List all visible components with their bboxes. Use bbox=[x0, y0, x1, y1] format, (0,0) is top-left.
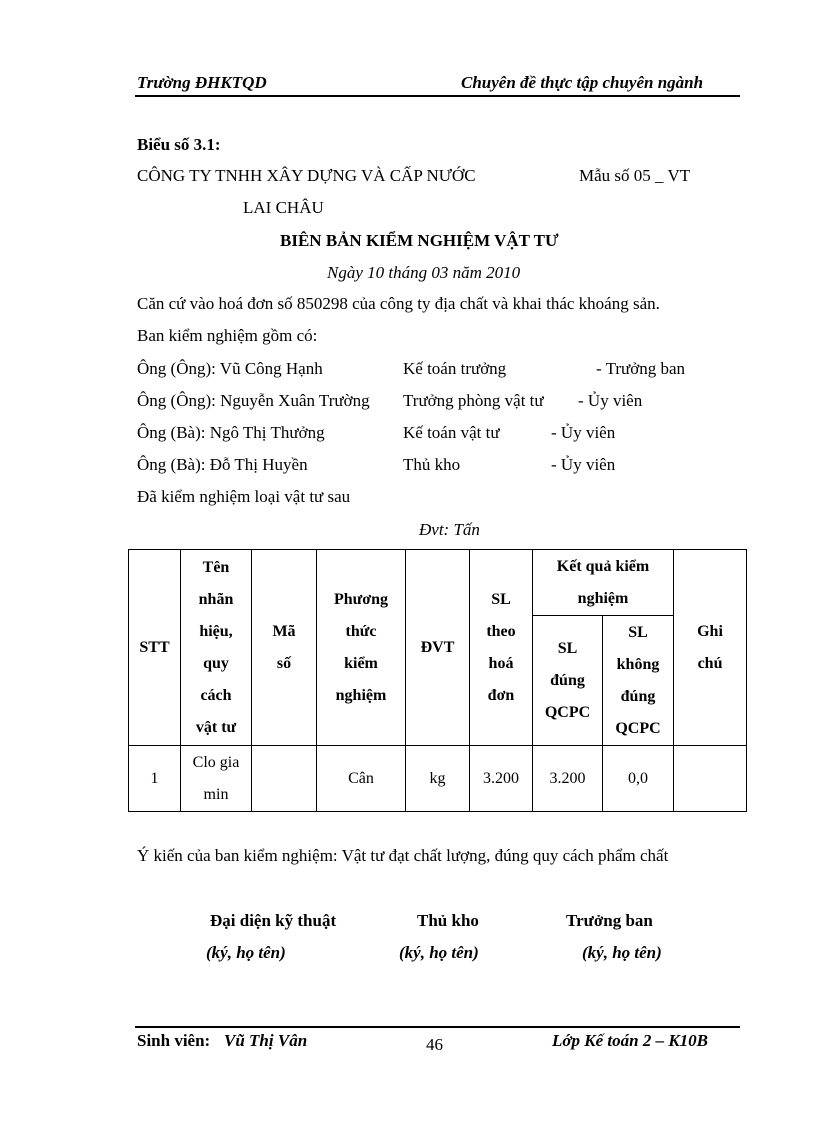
member-position: Kế toán vật tư bbox=[403, 423, 500, 442]
company-name-line2: LAI CHÂU bbox=[243, 198, 324, 217]
section-label: Biểu số 3.1: bbox=[137, 135, 221, 154]
signature-title: Trưởng ban bbox=[566, 911, 653, 930]
member-name: Ông (Ông): Vũ Công Hạnh bbox=[137, 359, 323, 378]
cell-qty-ok: 3.200 bbox=[533, 746, 603, 812]
inspection-table bbox=[128, 549, 747, 812]
member-role: - Trưởng ban bbox=[596, 359, 686, 378]
committee-opinion: Ý kiến của ban kiểm nghiệm: Vật tư đạt chất lượng, đúng quy cách phẩm chất bbox=[137, 846, 669, 865]
document-title: BIÊN BẢN KIỂM NGHIỆM VẬT TƯ bbox=[280, 231, 559, 250]
footer-class: Lớp Kế toán 2 – K10B bbox=[552, 1031, 708, 1050]
company-name: CÔNG TY TNHH XÂY DỰNG VÀ CẤP NƯỚC bbox=[137, 166, 476, 185]
cell-item-name: Clo gia min bbox=[181, 746, 252, 812]
member-role: - Ủy viên bbox=[551, 455, 616, 474]
header-note: Ghi chú bbox=[674, 550, 747, 746]
header-qty-invoice: SL theo hoá đơn bbox=[470, 550, 533, 746]
signature-note: (ký, họ tên) bbox=[399, 943, 479, 962]
header-unit: ĐVT bbox=[406, 550, 470, 746]
document-date: Ngày 10 tháng 03 năm 2010 bbox=[327, 263, 521, 282]
footer-student-name: Vũ Thị Vân bbox=[224, 1031, 308, 1050]
invoice-basis: Căn cứ vào hoá đơn số 850298 của công ty địa chất và khai thác khoáng sản. bbox=[137, 294, 660, 313]
member-position: Trưởng phòng vật tư bbox=[403, 391, 544, 410]
form-code: Mẫu số 05 _ VT bbox=[579, 166, 691, 185]
header-result-group: Kết quả kiểm nghiệm bbox=[533, 550, 674, 616]
table-row bbox=[129, 746, 747, 812]
header-item-name: Tên nhãn hiệu, quy cách vật tư bbox=[181, 550, 252, 746]
footer-rule bbox=[135, 1026, 740, 1028]
header-code: Mã số bbox=[252, 550, 317, 746]
signature-note: (ký, họ tên) bbox=[582, 943, 662, 962]
header-stt: STT bbox=[129, 550, 181, 746]
header-rule bbox=[135, 95, 740, 97]
cell-method: Cân bbox=[317, 746, 406, 812]
header-subject: Chuyên đề thực tập chuyên ngành bbox=[461, 73, 704, 92]
cell-qty-not-ok: 0,0 bbox=[603, 746, 674, 812]
member-name: Ông (Bà): Ngô Thị Thưởng bbox=[137, 423, 325, 442]
member-name: Ông (Ông): Nguyễn Xuân Trường bbox=[137, 391, 370, 410]
cell-qty-invoice: 3.200 bbox=[470, 746, 533, 812]
header-qty-ok: SL đúng QCPC bbox=[533, 616, 603, 746]
unit-note: Đvt: Tấn bbox=[419, 520, 480, 539]
signature-note: (ký, họ tên) bbox=[206, 943, 286, 962]
member-position: Kế toán trưởng bbox=[403, 359, 507, 378]
footer-student-label: Sinh viên: bbox=[137, 1031, 211, 1050]
header-qty-not-ok: SL không đúng QCPC bbox=[603, 616, 674, 746]
committee-intro: Ban kiểm nghiệm gồm có: bbox=[137, 326, 318, 345]
cell-note bbox=[674, 746, 747, 812]
cell-stt: 1 bbox=[129, 746, 181, 812]
member-name: Ông (Bà): Đỗ Thị Huyền bbox=[137, 455, 308, 474]
signature-title: Đại diện kỹ thuật bbox=[210, 911, 337, 930]
member-role: - Ủy viên bbox=[551, 423, 616, 442]
cell-code bbox=[252, 746, 317, 812]
cell-unit: kg bbox=[406, 746, 470, 812]
signature-title: Thủ kho bbox=[417, 911, 479, 930]
page-number: 46 bbox=[426, 1035, 443, 1054]
member-role: - Ủy viên bbox=[578, 391, 643, 410]
header-school: Trường ĐHKTQD bbox=[137, 73, 267, 92]
header-method: Phương thức kiểm nghiệm bbox=[317, 550, 406, 746]
member-position: Thủ kho bbox=[403, 455, 461, 474]
inspected-intro: Đã kiểm nghiệm loại vật tư sau bbox=[137, 487, 351, 506]
